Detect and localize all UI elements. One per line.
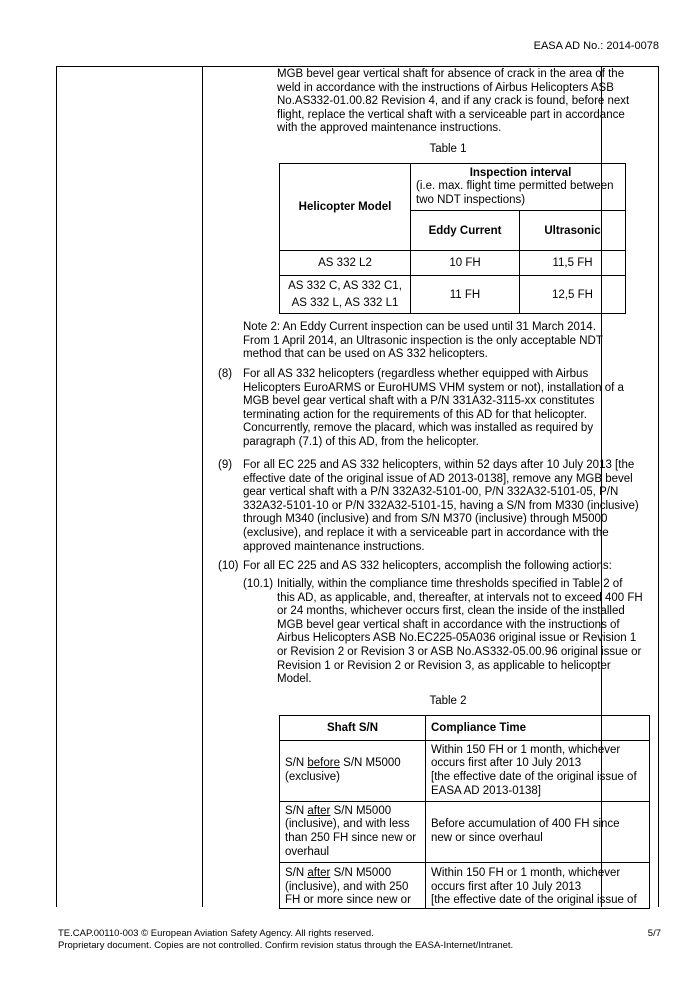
- para9-number: (9): [218, 459, 233, 471]
- table-row: AS 332 C, AS 332 C1, AS 332 L, AS 332 L1 11 FH 12,5 FH: [280, 276, 626, 314]
- ad-number-header: EASA AD No.: 2014-0078: [533, 40, 659, 52]
- page-number: 5/7: [647, 928, 661, 939]
- table2-caption: Table 2: [429, 695, 467, 707]
- table2-header-sn: Shaft S/N: [280, 716, 426, 741]
- para10-1-text: Initially, within the compliance time thresholds specified in Table 2 of this AD, as applicable, and, thereafter, at intervals not to exceed 400 FH or 24 months, whichever occurs first, clean the inside of the installed MGB bevel gear vertical shaft in accordance with the instructions of Airbus Helicopters ASB No.EC225-05A036 original issue or Revision 1 or Revision 2 or Revision 3 or ASB No.AS332-05.00.96 original issue or Revision 1 or Revision 2 or Revision 3, as applicable to helicopter Model.: [277, 578, 643, 686]
- table1: [279, 163, 626, 314]
- table1-caption: Table 1: [429, 143, 467, 155]
- table1-header-ultra: Ultrasonic: [520, 211, 626, 251]
- para10-number: (10): [218, 560, 239, 572]
- page-footer: TE.CAP.00110-003 © European Aviation Safety Agency. All rights reserved. Proprietary document. Copies are not controlled. Confirm revision status through the EASA-Internet/Intranet. 5/7: [58, 928, 661, 951]
- table-row: AS 332 L2 10 FH 11,5 FH: [280, 251, 626, 276]
- table2-header-ct: Compliance Time: [426, 716, 650, 741]
- column-divider-1: [202, 67, 203, 907]
- table2: [279, 715, 650, 909]
- para8-number: (8): [218, 368, 233, 380]
- table1-header-model: Helicopter Model: [280, 164, 411, 251]
- intro-paragraph: MGB bevel gear vertical shaft for absence of crack in the area of the weld in accordance with the instructions of Airbus Helicopters ASB No.AS332-01.00.82 Revision 4, and if any crack is found, before next flight, replace the vertical shaft with a serviceable part in accordance with the approved maintenance instructions.: [277, 68, 630, 135]
- note-2: Note 2: An Eddy Current inspection can be used until 31 March 2014. From 1 April 2014, an Ultrasonic inspection is the only acceptable NDT method that can be used on AS 332 helicopters.: [243, 321, 603, 361]
- para9-text: For all EC 225 and AS 332 helicopters, within 52 days after 10 July 2013 [the effective date of the original issue of AD 2013-0138], remove any MGB bevel gear vertical shaft with a P/N 332A32-5101-00, P/N 332A32-5101-05, P/N 332A32-5101-10 or P/N 332A32-5101-15, having a S/N from M330 (inclusive) through M340 (inclusive) and from S/N M370 (inclusive) through M5000 (exclusive), and replace it with a serviceable part in accordance with the approved maintenance instructions.: [243, 459, 639, 553]
- para10-1-number: (10.1): [243, 578, 274, 590]
- table1-header-interval: Inspection interval (i.e. max. flight time permitted between two NDT inspections): [411, 164, 626, 211]
- table-row: S/N after S/N M5000 (inclusive), and with less than 250 FH since new or overhaul Before accumulation of 400 FH since new or since overhaul: [280, 802, 650, 863]
- table-row: S/N after S/N M5000 (inclusive), and with 250 FH or more since new or Within 150 FH or 1 month, whichever occurs first after 10 July 2013 [the effective date of the original issue of: [280, 863, 650, 909]
- para10-text: For all EC 225 and AS 332 helicopters, accomplish the following actions:: [243, 560, 612, 572]
- para8-text: For all AS 332 helicopters (regardless whether equipped with Airbus Helicopters EuroARMS or EuroHUMS VHM system or not), installation of a MGB bevel gear vertical shaft with a P/N 331A32-3115-xx constitutes terminating action for the requirements of this AD for that helicopter. Concurrently, remove the placard, which was installed as required by paragraph (7.1) of this AD, from the helicopter.: [243, 368, 624, 448]
- table1-header-eddy: Eddy Current: [411, 211, 520, 251]
- table-row: S/N before S/N M5000 (exclusive) Within 150 FH or 1 month, whichever occurs first after 10 July 2013 [the effective date of the original issue of EASA AD 2013-0138]: [280, 741, 650, 802]
